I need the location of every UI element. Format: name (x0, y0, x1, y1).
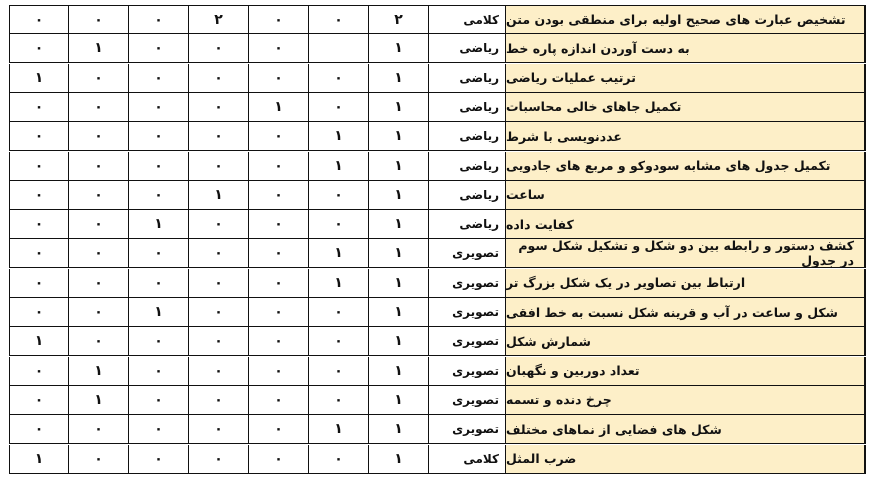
score-cell: ۰ (308, 5, 368, 34)
score-cell: ۰ (9, 357, 68, 386)
question-type: ریاضی (428, 210, 505, 239)
question-type: تصویری (428, 239, 505, 268)
question-type: ریاضی (428, 64, 505, 93)
topic-title: چرخ دنده و تسمه (505, 386, 866, 415)
score-cell: ۰ (68, 5, 128, 34)
question-type: تصویری (428, 327, 505, 356)
score-cell: ۰ (188, 415, 248, 444)
topic-title: تکمیل جاهای خالی محاسبات (505, 93, 866, 122)
score-cell: ۰ (188, 93, 248, 122)
score-cell: ۱ (368, 181, 428, 210)
score-cell: ۰ (9, 5, 68, 34)
question-type: ریاضی (428, 181, 505, 210)
table-row (9, 357, 866, 386)
score-cell: ۱ (368, 34, 428, 63)
score-cell: ۰ (68, 122, 128, 151)
score-cell: ۰ (308, 210, 368, 239)
score-cell: ۰ (128, 357, 188, 386)
topic-title: تکمیل جدول های مشابه سودوکو و مربع های جادویی (505, 152, 866, 181)
score-cell: ۲ (188, 5, 248, 34)
score-cell: ۰ (68, 445, 128, 474)
table-row (9, 298, 866, 327)
score-cell: ۰ (68, 239, 128, 268)
score-cell: ۱ (368, 239, 428, 268)
topic-title: ساعت (505, 181, 866, 210)
topic-title: تشخیص عبارت های صحیح اولیه برای منطقی بودن متن (505, 5, 866, 34)
score-cell: ۰ (188, 34, 248, 63)
table-row (9, 445, 866, 474)
score-cell: ۰ (9, 239, 68, 268)
topic-title: شکل های فضایی از نماهای مختلف (505, 415, 866, 444)
score-cell: ۰ (9, 34, 68, 63)
topic-title: به دست آوردن اندازه پاره خط (505, 34, 866, 63)
score-cell: ۱ (68, 386, 128, 415)
score-cell: ۰ (9, 152, 68, 181)
table-row (9, 152, 866, 181)
score-cell: ۰ (68, 64, 128, 93)
score-cell: ۱ (9, 445, 68, 474)
score-cell: ۰ (188, 152, 248, 181)
question-type: ریاضی (428, 122, 505, 151)
score-cell: ۰ (188, 357, 248, 386)
topic-title: کفایت داده (505, 210, 866, 239)
score-cell: ۰ (128, 93, 188, 122)
score-cell: ۰ (308, 93, 368, 122)
score-cell: ۱ (368, 210, 428, 239)
score-cell: ۱ (368, 327, 428, 356)
table-row (9, 181, 866, 210)
question-type: ریاضی (428, 152, 505, 181)
topic-title: شکل و ساعت در آب و قرینه شکل نسبت به خط افقی (505, 298, 866, 327)
question-type: تصویری (428, 386, 505, 415)
score-cell: ۱ (308, 415, 368, 444)
score-cell: ۱ (308, 269, 368, 298)
score-cell: ۰ (188, 64, 248, 93)
score-cell: ۰ (68, 93, 128, 122)
table-row (9, 34, 866, 63)
score-cell: ۰ (68, 298, 128, 327)
table-row (9, 5, 866, 34)
score-cell: ۰ (9, 269, 68, 298)
score-cell: ۰ (248, 357, 308, 386)
score-cell: ۰ (188, 210, 248, 239)
topic-title: تعداد دوربین و نگهبان (505, 357, 866, 386)
score-cell: ۱ (308, 122, 368, 151)
score-cell: ۰ (188, 445, 248, 474)
score-cell: ۰ (9, 415, 68, 444)
score-cell: ۰ (9, 93, 68, 122)
question-type: ریاضی (428, 93, 505, 122)
score-cell: ۱ (248, 93, 308, 122)
score-cell: ۰ (308, 445, 368, 474)
score-cell: ۰ (188, 386, 248, 415)
score-cell: ۰ (68, 415, 128, 444)
score-cell: ۰ (248, 415, 308, 444)
score-cell: ۱ (308, 239, 368, 268)
score-cell: ۰ (128, 152, 188, 181)
table-row (9, 269, 866, 298)
score-cell: ۱ (368, 386, 428, 415)
table-row (9, 210, 866, 239)
score-cell: ۰ (188, 122, 248, 151)
score-cell: ۱ (68, 34, 128, 63)
table-row (9, 327, 866, 356)
score-cell: ۰ (248, 152, 308, 181)
score-cell: ۰ (248, 298, 308, 327)
score-cell: ۰ (128, 269, 188, 298)
score-cell: ۰ (128, 64, 188, 93)
score-cell: ۰ (248, 269, 308, 298)
score-cell: ۰ (248, 122, 308, 151)
score-cell: ۰ (128, 386, 188, 415)
score-cell: ۰ (9, 386, 68, 415)
table-row (9, 239, 866, 268)
topic-title: ضرب المثل (505, 445, 866, 474)
score-cell: ۰ (128, 181, 188, 210)
table-row (9, 122, 866, 151)
score-cell: ۱ (368, 64, 428, 93)
score-cell: ۱ (368, 445, 428, 474)
score-cell: ۰ (308, 357, 368, 386)
table-row (9, 93, 866, 122)
score-cell: ۰ (248, 181, 308, 210)
score-cell: ۱ (368, 122, 428, 151)
question-type: تصویری (428, 415, 505, 444)
score-cell: ۰ (248, 386, 308, 415)
score-cell: ۰ (248, 239, 308, 268)
score-cell: ۰ (308, 64, 368, 93)
score-cell: ۰ (308, 181, 368, 210)
question-type: تصویری (428, 269, 505, 298)
score-cell: ۰ (248, 64, 308, 93)
score-cell: ۰ (128, 415, 188, 444)
score-cell: ۱ (128, 298, 188, 327)
score-cell: ۰ (68, 269, 128, 298)
score-cell: ۰ (128, 239, 188, 268)
question-type: کلامی (428, 445, 505, 474)
score-cell: ۱ (368, 269, 428, 298)
score-cell: ۱ (368, 415, 428, 444)
score-cell: ۰ (68, 152, 128, 181)
score-cell: ۰ (308, 327, 368, 356)
score-cell: ۱ (9, 327, 68, 356)
score-cell: ۲ (368, 5, 428, 34)
question-type: تصویری (428, 298, 505, 327)
topic-title: شمارش شکل (505, 327, 866, 356)
score-cell: ۰ (188, 327, 248, 356)
score-cell: ۱ (68, 357, 128, 386)
score-cell: ۰ (128, 34, 188, 63)
score-cell: ۱ (9, 64, 68, 93)
score-cell: ۰ (308, 386, 368, 415)
score-cell: ۰ (9, 298, 68, 327)
question-type: ریاضی (428, 34, 505, 63)
question-type: کلامی (428, 5, 505, 34)
topic-title: ارتباط بین تصاویر در یک شکل بزرگ تر (505, 269, 866, 298)
score-cell: ۰ (128, 327, 188, 356)
score-cell: ۰ (248, 210, 308, 239)
score-cell: ۰ (188, 239, 248, 268)
score-cell: ۰ (188, 298, 248, 327)
score-cell: ۰ (68, 210, 128, 239)
score-cell: ۱ (308, 152, 368, 181)
score-cell: ۰ (68, 327, 128, 356)
score-cell (308, 34, 368, 63)
score-cell: ۰ (128, 122, 188, 151)
score-cell: ۰ (248, 34, 308, 63)
topic-title: کشف دستور و رابطه بین دو شکل و تشکیل شکل سوم در جدول (505, 239, 866, 268)
score-cell: ۰ (188, 269, 248, 298)
score-cell: ۰ (9, 181, 68, 210)
score-cell: ۰ (248, 445, 308, 474)
score-cell: ۰ (248, 327, 308, 356)
score-cell: ۰ (68, 181, 128, 210)
score-cell: ۰ (9, 122, 68, 151)
score-cell: ۰ (248, 5, 308, 34)
score-cell: ۱ (368, 152, 428, 181)
table-row (9, 386, 866, 415)
question-type: تصویری (428, 357, 505, 386)
score-cell: ۱ (128, 210, 188, 239)
table-row (9, 415, 866, 444)
score-cell: ۱ (188, 181, 248, 210)
topic-title: عددنویسی با شرط (505, 122, 866, 151)
score-cell: ۰ (128, 445, 188, 474)
table-row (9, 64, 866, 93)
score-cell: ۱ (368, 93, 428, 122)
score-cell: ۰ (308, 298, 368, 327)
score-cell: ۱ (368, 357, 428, 386)
score-cell: ۱ (368, 298, 428, 327)
topic-title: ترتیب عملیات ریاضی (505, 64, 866, 93)
score-cell: ۰ (9, 210, 68, 239)
score-cell: ۰ (128, 5, 188, 34)
